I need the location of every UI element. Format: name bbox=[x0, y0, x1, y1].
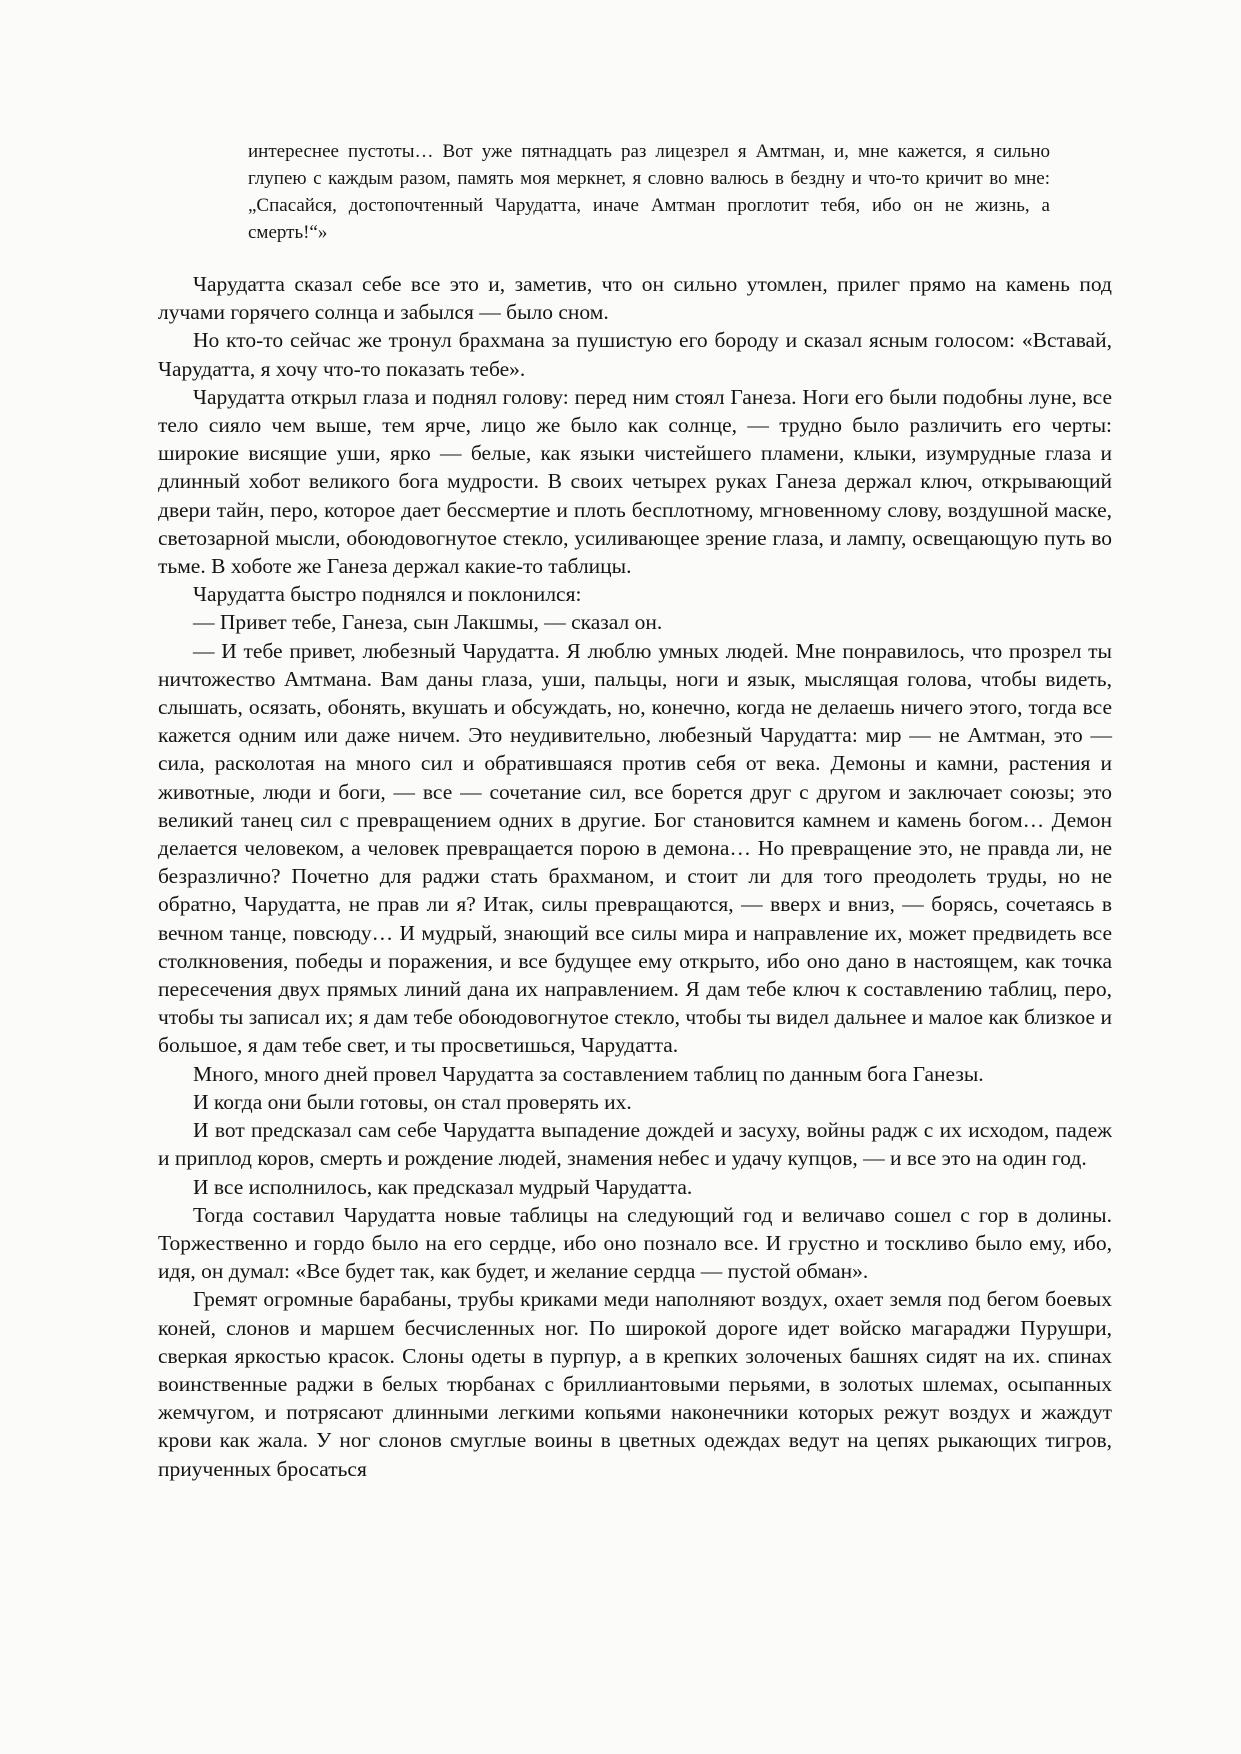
paragraph: И вот предсказал сам себе Чарудатта выпадение дождей и засуху, войны радж с их исходом, падеж и приплод коров, смерть и рождение людей, знамения небес и удачу купцов, — и все это на один год. bbox=[158, 1118, 1112, 1171]
paragraph: Гремят огромные барабаны, трубы криками меди наполняют воздух, охает земля под бегом боевых коней, слонов и маршем бесчисленных ног. По широкой дороге идет войско магараджи Пурушри, сверкая яркостью красок. Слоны одеты в пурпур, а в крепких золоченых башнях сидят на их. спинах воинственные раджи в белых тюрбанах с бриллиантовыми перьями, в золотых шлемах, осыпанных жемчугом, и потрясают длинными легкими копьями наконечники которых режут воздух и жаждут крови как жала. У ног слонов смуглые воины в цветных одеждах ведут на цепях рыкающих тигров, приученных бросаться bbox=[158, 1287, 1112, 1481]
block-quote bbox=[248, 138, 1050, 246]
paragraph: И когда они были готовы, он стал проверять их. bbox=[193, 1089, 632, 1114]
paragraph: Чарудатта открыл глаза и поднял голову: перед ним стоял Ганеза. Ноги его были подобны луне, все тело сияло чем выше, тем ярче, лицо же было как солнце, — трудно было различить его черты: широкие висящие уши, ярко — белые, как языки чистейшего пламени, клыки, изумрудные глаза и длинный хобот великого бога мудрости. В своих четырех руках Ганеза держал ключ, открывающий двери тайн, перо, которое дает бессмертие и плоть бесплотному, мгновенному слову, воздушной маске, светозарной мысли, обоюдовогнутое стекло, усиливающее зрение глаза, и лампу, освещающую путь во тьме. В хоботе же Ганеза держал какие-то таблицы. bbox=[158, 384, 1112, 579]
paragraph: Но кто-то сейчас же тронул брахмана за пушистую его бороду и сказал ясным голосом: «Вставай, Чарудатта, я хочу что-то показать тебе». bbox=[158, 328, 1112, 381]
paragraph: Тогда составил Чарудатта новые таблицы на следующий год и величаво сошел с гор в долины. Торжественно и гордо было на его сердце, ибо оно познало все. И грустно и тоскливо было ему, ибо, идя, он думал: «Все будет так, как будет, и желание сердца — пустой обман». bbox=[158, 1202, 1112, 1284]
paragraph: Чарудатта быстро поднялся и поклонился: bbox=[193, 582, 582, 607]
paragraph: Много, много дней провел Чарудатта за составлением таблиц по данным бога Ганезы. bbox=[193, 1061, 984, 1086]
paragraph: — И тебе привет, любезный Чарудатта. Я люблю умных людей. Мне понравилось, что прозрел ты ничтожество Амтмана. Вам даны глаза, уши, пальцы, ноги и язык, мыслящая голова, чтобы видеть, слышать, осязать, обонять, вкушать и обсуждать, но, конечно, когда не делаешь ничего этого, тогда все кажется одним или даже ничем. Это неудивительно, любезный Чарудатта: мир — не Амтман, это — сила, расколотая на много сил и обратившаяся против себя от века. Демоны и камни, растения и животные, люди и боги, — все — сочетание сил, все борется друг с другом и заключает союзы; это великий танец сил с превращением одних в другие. Бог становится камнем и камень богом… Демон делается человеком, а человек превращается порою в демона… Но превращение это, не правда ли, не безразлично? Почетно для раджи стать брахманом, и стоит ли для того преодолеть труды, но не обратно, Чарудатта, не прав ли я? Итак, силы превращаются, — вверх и вниз, — борясь, сочетаясь в вечном танце, повсюду… И мудрый, знающий все силы мира и направление их, может предвидеть все столкновения, победы и поражения, и все будущее ему открыто, ибо оно дано в настоящем, как точка пересечения двух прямых линий дана их направлением. Я дам тебе ключ к составлению таблиц, перо, чтобы ты записал их; я дам тебе обоюдовогнутое стекло, чтобы ты видел дальнее и малое как близкое и большое, я дам тебе свет, и ты просветишься, Чарудатта. bbox=[158, 638, 1112, 1058]
quote-text: интереснее пустоты… Вот уже пятнадцать раз лицезрел я Амтман, и, мне кажется, я сильно глупею с каждым разом, память моя меркнет, я словно валюсь в бездну и что-то кричит во мне: „Спасайся, достопочтенный Чарудатта, иначе Амтман проглотит тебя, ибо он не жизнь, а смерть!“» bbox=[248, 141, 1050, 243]
paragraph: Чарудатта сказал себе все это и, заметив, что он сильно утомлен, прилег прямо на камень под лучами горячего солнца и забылся — было сном. bbox=[158, 272, 1112, 325]
body-text bbox=[158, 270, 1112, 1483]
paragraph: — Привет тебе, Ганеза, сын Лакшмы, — сказал он. bbox=[193, 610, 663, 635]
paragraph: И все исполнилось, как предсказал мудрый Чарудатта. bbox=[193, 1174, 693, 1199]
